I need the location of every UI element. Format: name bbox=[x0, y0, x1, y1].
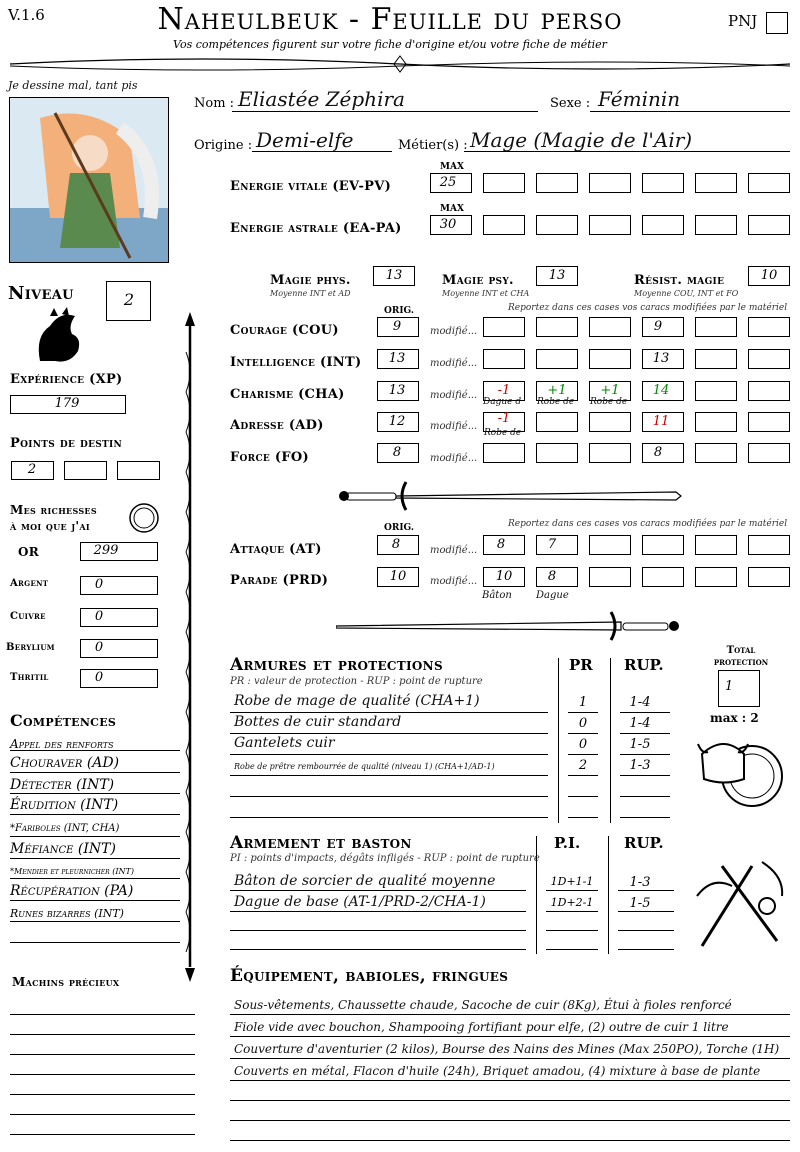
modifie-label: modifié... bbox=[430, 358, 478, 369]
carac-mod-box[interactable] bbox=[483, 443, 525, 463]
carac-label: Force (FO) bbox=[230, 450, 309, 465]
arme-pi: 1D+2-1 bbox=[550, 896, 594, 909]
origine-value[interactable]: Demi-elfe bbox=[256, 128, 354, 152]
or-box[interactable] bbox=[80, 542, 158, 561]
armure-name: Bottes de cuir standard bbox=[234, 714, 402, 730]
magie-psy-value: 13 bbox=[548, 268, 566, 283]
competence-item: Appel des renforts bbox=[10, 737, 114, 751]
armure-pr: 0 bbox=[578, 737, 588, 752]
berylium-value: 0 bbox=[94, 640, 104, 655]
carac-mod-box[interactable] bbox=[748, 443, 790, 463]
argent-box[interactable] bbox=[80, 576, 158, 595]
armure-name: Gantelets cuir bbox=[234, 735, 335, 751]
carac-mod-box[interactable] bbox=[642, 381, 684, 401]
competence-item: Récupération (PA) bbox=[10, 883, 134, 899]
xp-box[interactable] bbox=[10, 395, 126, 414]
prd-mod-box[interactable] bbox=[695, 567, 737, 587]
cha-note-2: Robe de bbox=[537, 397, 575, 407]
ea-label: Energie astrale (EA-PA) bbox=[230, 221, 402, 236]
carac-mod-box[interactable] bbox=[695, 317, 737, 337]
machins-title: Machins précieux bbox=[12, 975, 120, 989]
destin-box-3[interactable] bbox=[117, 461, 160, 480]
ev-box-4[interactable] bbox=[642, 173, 684, 193]
prd-mod-box[interactable] bbox=[642, 567, 684, 587]
carac-orig-box[interactable] bbox=[377, 412, 419, 432]
destin-box-2[interactable] bbox=[64, 461, 107, 480]
magie-psy-label: Magie psy. bbox=[442, 273, 514, 288]
carac-mod-box[interactable] bbox=[536, 412, 578, 432]
total-protection-max: max : 2 bbox=[710, 711, 759, 725]
modifie-label: modifié... bbox=[430, 576, 478, 587]
carac-mod-box[interactable] bbox=[642, 317, 684, 337]
carac-orig-value: 12 bbox=[388, 414, 406, 429]
armures-rup-header: RUP. bbox=[624, 656, 664, 674]
armure-rup: 1-5 bbox=[629, 737, 651, 752]
at-mod-value: 7 bbox=[547, 537, 557, 552]
richesses-label-1: Mes richesses bbox=[10, 503, 97, 517]
carac-label: Charisme (CHA) bbox=[230, 387, 345, 402]
resist-magie-label: Résist. magie bbox=[634, 273, 725, 288]
carac-mod-box[interactable] bbox=[642, 443, 684, 463]
niveau-label: Niveau bbox=[8, 283, 74, 304]
carac-mod-box[interactable] bbox=[589, 443, 631, 463]
carac-mod-value: 13 bbox=[652, 351, 670, 366]
sword-divider-icon bbox=[336, 478, 682, 514]
carac-orig-box[interactable] bbox=[377, 381, 419, 401]
destin-value: 2 bbox=[27, 462, 37, 477]
magie-phys-label: Magie phys. bbox=[270, 273, 351, 288]
ev-box-3[interactable] bbox=[589, 173, 631, 193]
carac-orig-box[interactable] bbox=[377, 443, 419, 463]
berylium-box[interactable] bbox=[80, 639, 158, 658]
resist-magie-note: Moyenne COU, INT et FO bbox=[634, 289, 739, 298]
ea-max-label: MAX bbox=[440, 204, 464, 214]
coin-icon bbox=[128, 502, 160, 534]
xp-value: 179 bbox=[54, 396, 80, 411]
competence-item: *Fariboles (INT, CHA) bbox=[10, 823, 120, 834]
arme-name: Dague de base (AT-1/PRD-2/CHA-1) bbox=[234, 894, 486, 910]
niveau-box[interactable] bbox=[106, 281, 151, 321]
carac-mod-value: 9 bbox=[653, 319, 663, 334]
carac-mod-box[interactable] bbox=[748, 317, 790, 337]
carac-mod-value: -1 bbox=[497, 383, 511, 398]
carac-mod-box[interactable] bbox=[748, 349, 790, 369]
ea-box-5[interactable] bbox=[695, 215, 737, 235]
carac-mod-box[interactable] bbox=[536, 443, 578, 463]
carac-orig-box[interactable] bbox=[377, 349, 419, 369]
carac-mod-value: +1 bbox=[600, 383, 620, 398]
carac-mod-value: +1 bbox=[547, 383, 567, 398]
staff-divider bbox=[180, 312, 200, 982]
carac-mod-box[interactable] bbox=[642, 349, 684, 369]
sexe-value[interactable]: Féminin bbox=[598, 87, 681, 111]
combat-under-1: Bâton bbox=[482, 590, 512, 601]
arme-pi: 1D+1-1 bbox=[550, 875, 594, 888]
sexe-label: Sexe : bbox=[550, 96, 591, 111]
carac-orig-value: 13 bbox=[388, 383, 406, 398]
equipement-line: Sous-vêtements, Chaussette chaude, Sacoche de cuir (8Kg), Étui à fioles renforcé bbox=[234, 998, 732, 1012]
ev-box-5[interactable] bbox=[695, 173, 737, 193]
xp-label: Expérience (XP) bbox=[10, 372, 123, 387]
page-title: Naheulbeuk - Feuille du perso bbox=[157, 2, 623, 37]
character-portrait bbox=[10, 98, 168, 262]
prd-orig-value: 10 bbox=[389, 569, 407, 584]
sword-divider-icon bbox=[336, 608, 682, 644]
at-mod-box[interactable] bbox=[589, 535, 631, 555]
armement-rup-header: RUP. bbox=[624, 834, 664, 852]
pnj-label: PNJ bbox=[728, 12, 758, 30]
prd-mod-box[interactable] bbox=[536, 567, 578, 587]
armure-name: Robe de mage de qualité (CHA+1) bbox=[234, 693, 480, 709]
destin-label: Points de destin bbox=[10, 436, 123, 451]
pnj-checkbox[interactable] bbox=[766, 12, 788, 34]
thritil-box[interactable] bbox=[80, 669, 158, 688]
at-mod-box[interactable] bbox=[536, 535, 578, 555]
magie-psy-box[interactable] bbox=[536, 266, 578, 286]
combat-note: Reportez dans ces cases vos caracs modifiées par le matériel bbox=[508, 519, 788, 529]
or-label: OR bbox=[18, 545, 40, 559]
carac-mod-box[interactable] bbox=[483, 317, 525, 337]
prd-mod-value: 10 bbox=[495, 569, 513, 584]
ev-label: Energie vitale (EV-PV) bbox=[230, 179, 392, 194]
armures-note: PR : valeur de protection - RUP : point de rupture bbox=[230, 676, 483, 687]
cha-note-1: Dague d bbox=[483, 397, 522, 407]
armure-pr: 0 bbox=[578, 716, 588, 731]
combat-under-2: Dague bbox=[536, 590, 569, 601]
combat-orig-header: ORIG. bbox=[384, 523, 415, 533]
armures-pr-header: PR bbox=[569, 656, 593, 674]
carac-mod-box[interactable] bbox=[695, 443, 737, 463]
total-protection-label: Total protection bbox=[713, 645, 769, 668]
carac-label: Adresse (AD) bbox=[230, 418, 324, 433]
ea-box-1[interactable] bbox=[483, 215, 525, 235]
ea-max-box[interactable] bbox=[430, 215, 472, 235]
weapons-icon bbox=[692, 856, 788, 956]
carac-mod-box[interactable] bbox=[536, 317, 578, 337]
ea-box-4[interactable] bbox=[642, 215, 684, 235]
at-mod-box[interactable] bbox=[695, 535, 737, 555]
equipement-title: Équipement, babioles, fringues bbox=[230, 966, 509, 986]
armure-rup: 1-4 bbox=[629, 695, 651, 710]
arme-name: Bâton de sorcier de qualité moyenne bbox=[234, 873, 496, 889]
cuivre-label: Cuivre bbox=[10, 611, 46, 622]
at-mod-box[interactable] bbox=[748, 535, 790, 555]
carac-label: Intelligence (INT) bbox=[230, 355, 362, 370]
armement-note: PI : points d'impacts, dégâts infligés - RUP : point de rupture bbox=[230, 853, 540, 864]
arme-rup: 1-5 bbox=[629, 896, 651, 911]
equipement-line: Fiole vide avec bouchon, Shampooing fortifiant pour elfe, (2) outre de cuir 1 litre bbox=[234, 1020, 729, 1034]
competence-item: Chouraver (AD) bbox=[10, 755, 120, 771]
page-subtitle: Vos compétences figurent sur votre fiche d'origine et/ou votre fiche de métier bbox=[173, 38, 607, 51]
magie-psy-note: Moyenne INT et CHA bbox=[442, 289, 530, 298]
prd-mod-box[interactable] bbox=[483, 567, 525, 587]
total-protection-box[interactable] bbox=[718, 670, 760, 707]
or-value: 299 bbox=[93, 543, 119, 558]
armure-rup: 1-4 bbox=[629, 716, 651, 731]
nom-value[interactable]: Eliastée Zéphira bbox=[238, 87, 405, 111]
competence-item: Érudition (INT) bbox=[10, 797, 119, 813]
ev-box-6[interactable] bbox=[748, 173, 790, 193]
armures-title: Armures et protections bbox=[230, 655, 443, 675]
helmet-shield-icon bbox=[694, 724, 786, 814]
at-orig-box[interactable] bbox=[377, 535, 419, 555]
arme-rup: 1-3 bbox=[629, 875, 651, 890]
at-label: Attaque (AT) bbox=[230, 542, 322, 557]
argent-label: Argent bbox=[10, 578, 49, 589]
ev-box-1[interactable] bbox=[483, 173, 525, 193]
armement-title: Armement et baston bbox=[230, 833, 412, 853]
prd-orig-box[interactable] bbox=[377, 567, 419, 587]
ev-max-label: MAX bbox=[440, 162, 464, 172]
nom-label: Nom : bbox=[194, 96, 235, 111]
equipement-line: Couverts en métal, Flacon d'huile (24h), Briquet amadou, (4) mixture à base de plante bbox=[234, 1064, 761, 1078]
carac-mod-value: 14 bbox=[652, 383, 670, 398]
modifie-label: modifié... bbox=[430, 545, 478, 556]
carac-mod-value: 11 bbox=[652, 414, 670, 429]
carac-mod-box[interactable] bbox=[748, 412, 790, 432]
ad-note: Robe de bbox=[484, 428, 522, 438]
carac-mod-box[interactable] bbox=[483, 349, 525, 369]
carac-mod-box[interactable] bbox=[748, 381, 790, 401]
prd-mod-box[interactable] bbox=[589, 567, 631, 587]
armement-pi-header: P.I. bbox=[554, 834, 581, 852]
prd-mod-box[interactable] bbox=[748, 567, 790, 587]
berylium-label: Berylium bbox=[6, 642, 55, 653]
carac-mod-box[interactable] bbox=[536, 349, 578, 369]
carac-orig-value: 8 bbox=[392, 445, 402, 460]
carac-mod-box[interactable] bbox=[642, 412, 684, 432]
armure-pr: 1 bbox=[578, 695, 588, 710]
competence-item: Détecter (INT) bbox=[10, 777, 115, 793]
caracs-orig-header: ORIG. bbox=[384, 306, 415, 316]
metier-value[interactable]: Mage (Magie de l'Air) bbox=[470, 128, 693, 152]
version-label: V.1.6 bbox=[8, 6, 45, 24]
magie-phys-value: 13 bbox=[385, 268, 403, 283]
ev-value: 25 bbox=[439, 175, 457, 190]
armure-name: Robe de prêtre rembourrée de qualité (niveau 1) (CHA+1/AD-1) bbox=[234, 762, 495, 771]
magie-phys-note: Moyenne INT et AD bbox=[270, 289, 351, 298]
thritil-value: 0 bbox=[94, 670, 104, 685]
ea-box-6[interactable] bbox=[748, 215, 790, 235]
equipement-line: Couverture d'aventurier (2 kilos), Bourse des Nains des Mines (Max 250PO), Torche (1H) bbox=[234, 1042, 780, 1056]
ev-max-box[interactable] bbox=[430, 173, 472, 193]
total-protection-value: 1 bbox=[724, 679, 734, 694]
carac-mod-box[interactable] bbox=[589, 317, 631, 337]
ea-box-3[interactable] bbox=[589, 215, 631, 235]
carac-mod-value: 8 bbox=[653, 445, 663, 460]
metier-label: Métier(s) : bbox=[398, 138, 468, 153]
origine-label: Origine : bbox=[194, 138, 253, 153]
niveau-value: 2 bbox=[123, 290, 135, 309]
richesses-label-2: à moi que j'ai bbox=[10, 519, 90, 533]
ea-box-2[interactable] bbox=[536, 215, 578, 235]
modifie-label: modifié... bbox=[430, 390, 478, 401]
ev-box-2[interactable] bbox=[536, 173, 578, 193]
resist-magie-value: 10 bbox=[760, 268, 778, 283]
carac-orig-box[interactable] bbox=[377, 317, 419, 337]
modifie-label: modifié... bbox=[430, 326, 478, 337]
argent-value: 0 bbox=[94, 577, 104, 592]
carac-label: Courage (COU) bbox=[230, 323, 339, 338]
prd-mod-value: 8 bbox=[547, 569, 557, 584]
competence-item: *Mendier et pleurnicher (INT) bbox=[10, 867, 134, 876]
magie-phys-box[interactable] bbox=[373, 266, 415, 286]
at-orig-value: 8 bbox=[391, 537, 401, 552]
dragon-icon bbox=[30, 306, 85, 366]
at-mod-value: 8 bbox=[496, 537, 506, 552]
competences-title: Compétences bbox=[10, 711, 117, 730]
carac-mod-box[interactable] bbox=[589, 349, 631, 369]
carac-mod-box[interactable] bbox=[695, 412, 737, 432]
header-ornament bbox=[0, 52, 800, 74]
carac-mod-value: -1 bbox=[497, 411, 511, 426]
carac-mod-box[interactable] bbox=[589, 412, 631, 432]
portrait-frame bbox=[9, 97, 169, 263]
carac-mod-box[interactable] bbox=[695, 381, 737, 401]
carac-orig-value: 9 bbox=[392, 319, 402, 334]
destin-box-1[interactable] bbox=[11, 461, 54, 480]
at-mod-box[interactable] bbox=[483, 535, 525, 555]
modifie-label: modifié... bbox=[430, 421, 478, 432]
armure-rup: 1-3 bbox=[629, 758, 651, 773]
at-mod-box[interactable] bbox=[642, 535, 684, 555]
armure-pr: 2 bbox=[578, 758, 588, 773]
thritil-label: Thritil bbox=[10, 672, 49, 683]
cuivre-box[interactable] bbox=[80, 608, 158, 627]
modifie-label: modifié... bbox=[430, 453, 478, 464]
ea-value: 30 bbox=[439, 217, 457, 232]
cha-note-3: Robe de bbox=[590, 397, 628, 407]
resist-magie-box[interactable] bbox=[748, 266, 790, 286]
caracs-note: Reportez dans ces cases vos caracs modifiées par le matériel bbox=[508, 303, 788, 313]
competence-item: Runes bizarres (INT) bbox=[10, 907, 124, 920]
prd-label: Parade (PRD) bbox=[230, 573, 329, 588]
carac-orig-value: 13 bbox=[388, 351, 406, 366]
cuivre-value: 0 bbox=[94, 609, 104, 624]
portrait-caption: Je dessine mal, tant pis bbox=[8, 79, 138, 92]
competence-item: Méfiance (INT) bbox=[10, 841, 116, 857]
carac-mod-box[interactable] bbox=[695, 349, 737, 369]
